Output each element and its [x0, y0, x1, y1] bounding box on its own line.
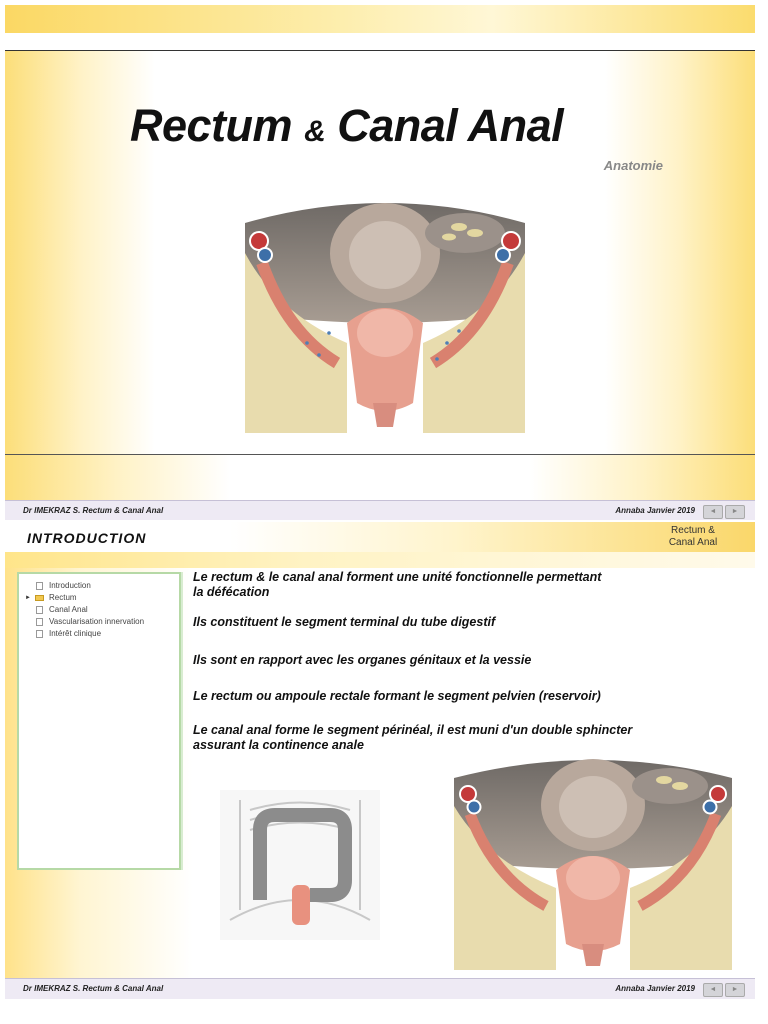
paragraph-line: Ils sont en rapport avec les organes génitaux et la vessie — [193, 653, 532, 667]
paragraph-line: Le canal anal forme le segment périnéal, il est muni d'un double sphincter — [193, 723, 633, 737]
tag-line: Canal Anal — [668, 537, 718, 548]
footer-author: Dr IMEKRAZ S. Rectum & Canal Anal — [23, 984, 164, 993]
colon-illustration — [220, 790, 380, 940]
paragraph — [193, 615, 495, 630]
expand-arrow-icon[interactable]: ► — [25, 595, 31, 601]
outline-item-label: Introduction — [49, 581, 91, 590]
document-icon — [36, 630, 43, 638]
slide-header — [5, 522, 755, 552]
pelvis-anatomy-illustration — [237, 193, 533, 433]
introduction-slide — [5, 522, 755, 1000]
paragraph — [193, 689, 601, 704]
slide-subtitle: Anatomie — [603, 158, 663, 173]
slide-subheader-band — [5, 552, 755, 568]
document-icon — [36, 582, 43, 590]
document-icon — [36, 606, 43, 614]
prev-slide-button[interactable]: ◄ — [703, 983, 723, 997]
slide-title — [130, 100, 563, 152]
slide-tag — [653, 525, 733, 549]
paragraph — [193, 723, 632, 753]
outline-item-interet-clinique[interactable] — [23, 628, 179, 640]
outline-item-canal-anal[interactable] — [23, 604, 179, 616]
title-slide — [5, 0, 755, 520]
outline-item-introduction[interactable] — [23, 580, 179, 592]
outline-item-label: Canal Anal — [49, 605, 88, 614]
tag-line: Rectum & — [671, 525, 715, 536]
paragraph-line: Le rectum & le canal anal forment une unité fonctionnelle permettant — [193, 570, 602, 584]
outline-item-label: Rectum — [49, 593, 77, 602]
next-slide-button[interactable]: ► — [725, 983, 745, 997]
prev-slide-button[interactable]: ◄ — [703, 505, 723, 519]
slide-footer — [5, 500, 755, 520]
outline-item-vascularisation[interactable] — [23, 616, 179, 628]
slide-lower-band — [5, 455, 755, 500]
slide-top-band — [5, 5, 755, 33]
pane-divider[interactable] — [181, 572, 183, 870]
next-slide-button[interactable]: ► — [725, 505, 745, 519]
slide-title: INTRODUCTION — [27, 530, 147, 546]
paragraph-line: Ils constituent le segment terminal du tube digestif — [193, 615, 496, 629]
paragraph — [193, 570, 601, 600]
folder-icon — [35, 595, 44, 601]
footer-place-date: Annaba Janvier 2019 — [615, 984, 695, 993]
outline-item-rectum[interactable] — [23, 592, 179, 604]
outline-item-label: Intérêt clinique — [49, 629, 102, 638]
title-ampersand: & — [304, 115, 326, 148]
pelvis-anatomy-illustration — [448, 750, 738, 970]
outline-item-label: Vascularisation innervation — [49, 617, 145, 626]
paragraph-line: assurant la continence anale — [193, 738, 364, 752]
document-icon — [36, 618, 43, 626]
footer-author: Dr IMEKRAZ S. Rectum & Canal Anal — [23, 506, 164, 515]
footer-place-date: Annaba Janvier 2019 — [615, 506, 695, 515]
paragraph — [193, 653, 531, 668]
title-part2: Canal Anal — [337, 100, 564, 151]
title-part1: Rectum — [130, 100, 293, 151]
outline-pane — [17, 572, 181, 870]
paragraph-line: la défécation — [193, 585, 270, 599]
paragraph-line: Le rectum ou ampoule rectale formant le segment pelvien (reservoir) — [193, 689, 601, 703]
slide-footer — [5, 978, 755, 999]
